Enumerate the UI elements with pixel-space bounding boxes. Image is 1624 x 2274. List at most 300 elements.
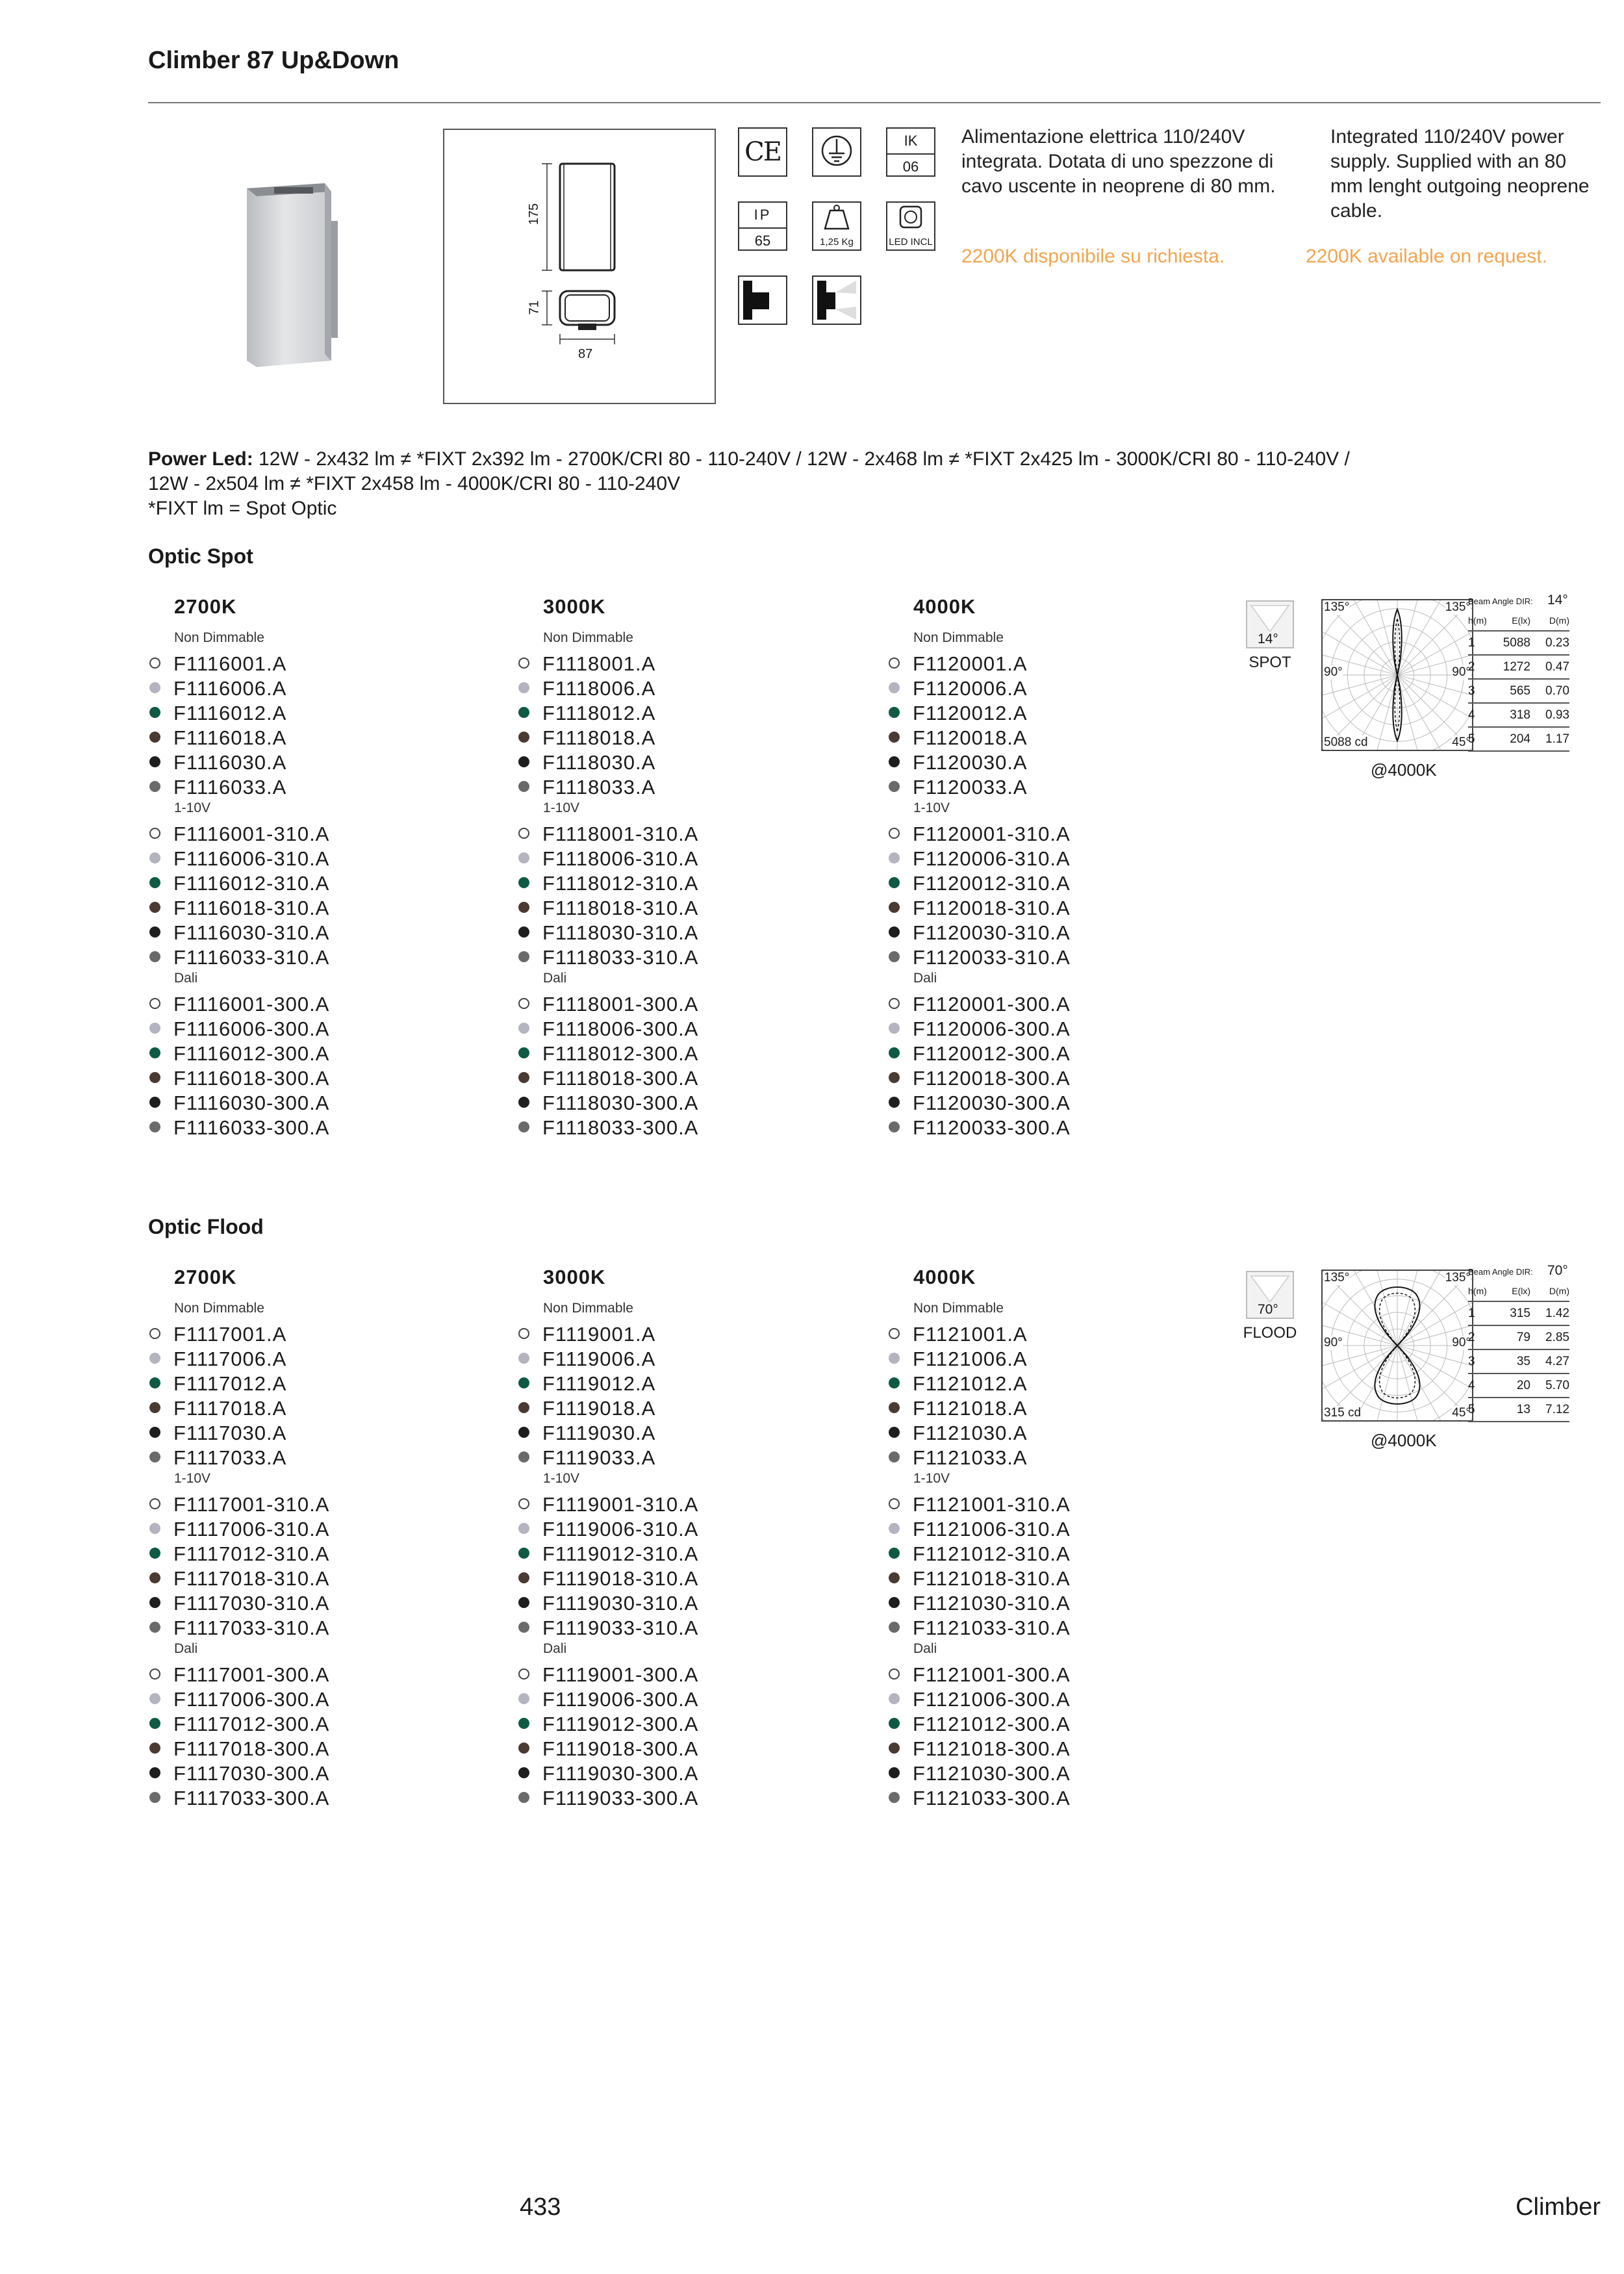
table-row — [1468, 679, 1569, 703]
finish-color-dot — [149, 1402, 160, 1413]
polar-angle-label: 45° — [1452, 735, 1471, 749]
finish-color-dot — [518, 682, 529, 693]
table-cell: 2 — [1468, 655, 1488, 679]
finish-color-dot — [889, 1548, 900, 1559]
dimming-group-label: Dali — [913, 971, 937, 986]
table-row — [1468, 1325, 1569, 1349]
finish-color-dot — [889, 1622, 900, 1633]
product-code-row — [518, 993, 698, 1016]
product-code-row — [518, 1518, 698, 1541]
finish-color-dot — [518, 1668, 529, 1680]
product-code-row — [889, 897, 1071, 920]
product-code-row — [149, 751, 286, 774]
description-english: Integrated 110/240V power supply. Supplied with an 80 mm lenght outgoing neoprene cable. — [1330, 126, 1590, 222]
polar-angle-label: 90° — [1324, 1336, 1343, 1349]
finish-color-dot — [149, 902, 160, 913]
product-code-row — [149, 993, 329, 1016]
finish-color-dot — [889, 902, 900, 913]
product-code-row — [518, 702, 655, 725]
product-code: F1116001-300.A — [173, 993, 330, 1016]
product-code: F1118012.A — [542, 702, 656, 724]
finish-color-dot — [518, 951, 529, 962]
product-code-row — [518, 897, 698, 920]
finish-color-dot — [149, 1328, 160, 1339]
finish-color-dot — [889, 1328, 900, 1339]
table-row — [1468, 655, 1569, 679]
finish-color-dot — [518, 1792, 529, 1803]
description-italian: Alimentazione elettrica 110/240V integrata. Dotata di uno spezzone di cavo uscente in neoprene di 80 mm. — [961, 126, 1276, 197]
product-code-row — [149, 1042, 329, 1066]
product-code: F1119012-310.A — [542, 1542, 699, 1565]
table-cell: 0.47 — [1530, 655, 1569, 679]
product-code: F1117018-300.A — [173, 1737, 330, 1760]
product-code: F1116030-300.A — [173, 1092, 330, 1114]
finish-color-dot — [889, 1047, 900, 1058]
product-code: F1120001-310.A — [913, 823, 1071, 845]
product-code-row — [889, 847, 1071, 871]
product-code: F1120033.A — [913, 776, 1028, 798]
finish-color-dot — [149, 1072, 160, 1083]
optic-type: SPOT — [1249, 654, 1291, 671]
product-code: F1118033-310.A — [542, 946, 699, 969]
product-code: F1121018-300.A — [913, 1737, 1071, 1760]
product-code-row — [518, 726, 655, 750]
table-header-cell: D(m) — [1530, 1281, 1569, 1301]
product-code: F1121030-300.A — [913, 1762, 1071, 1785]
product-code-row — [149, 1372, 286, 1396]
finish-color-dot — [889, 1792, 900, 1803]
table-cell: 1.17 — [1530, 727, 1569, 751]
finish-color-dot — [149, 1548, 160, 1559]
table-header-cell: h(m) — [1468, 1281, 1488, 1301]
product-code: F1121033-310.A — [913, 1616, 1071, 1639]
finish-color-dot — [149, 1451, 160, 1463]
weight-icon: 1,25 Kg — [812, 201, 861, 251]
finish-color-dot — [889, 1668, 900, 1680]
dimming-group-label: Dali — [174, 971, 198, 986]
product-code-row — [889, 921, 1071, 945]
finish-color-dot — [149, 1668, 160, 1680]
finish-color-dot — [149, 1572, 160, 1583]
product-code: F1118018-310.A — [542, 897, 699, 919]
ce-mark-icon: CE — [738, 127, 787, 177]
product-code-row — [518, 1067, 698, 1090]
product-code-row — [518, 1446, 655, 1470]
dimension-drawing — [443, 129, 716, 404]
power-line-1: 12W - 2x432 lm ≠ *FIXT 2x392 lm - 2700K/CRI 80 - 110-240V / 12W - 2x468 lm ≠ *FIXT 2x425 lm - 3000K/CRI 80 - 110-240V / — [253, 448, 1350, 470]
section-title: Optic Flood — [148, 1215, 264, 1238]
dimming-group-label: 1-10V — [543, 800, 580, 815]
table-cell: 3 — [1468, 679, 1488, 703]
dimming-group-label: Non Dimmable — [174, 630, 264, 645]
finish-color-dot — [518, 1402, 529, 1413]
product-code: F1116030.A — [173, 751, 287, 774]
power-led-specs — [148, 447, 1603, 521]
product-code: F1118001.A — [542, 652, 656, 675]
product-code-row — [889, 1592, 1071, 1615]
product-code: F1118018.A — [542, 726, 656, 749]
product-code-row — [149, 847, 329, 871]
table-cell: 0.23 — [1530, 631, 1569, 655]
product-code-row — [518, 1493, 698, 1516]
finish-color-dot — [889, 1353, 900, 1364]
product-code: F1117033-310.A — [173, 1616, 330, 1639]
dimension-height-top: 71 — [527, 300, 542, 315]
product-code: F1120006-300.A — [913, 1017, 1071, 1040]
table-cell: 1.42 — [1530, 1301, 1569, 1325]
finish-color-dot — [889, 1767, 900, 1778]
product-code: F1121033-300.A — [913, 1787, 1071, 1809]
finish-color-dot — [518, 1572, 529, 1583]
product-code-row — [889, 702, 1028, 725]
product-code-row — [889, 1017, 1071, 1041]
product-code-row — [149, 823, 329, 846]
color-temp-heading: 4000K — [913, 595, 976, 618]
polar-angle-label: 135° — [1445, 1271, 1471, 1284]
product-code-row — [518, 677, 655, 700]
product-code: F1117030-310.A — [173, 1592, 330, 1615]
beam-angle-value: 14° — [1547, 593, 1568, 607]
product-code-row — [149, 1787, 329, 1810]
table-cell: 315 — [1488, 1301, 1530, 1325]
finish-color-dot — [889, 1451, 900, 1463]
finish-color-dot — [889, 877, 900, 888]
optic-angle: 14° — [1258, 632, 1278, 646]
finish-color-dot — [518, 1451, 529, 1463]
product-code-row — [149, 776, 286, 799]
table-row — [1468, 1349, 1569, 1373]
product-code: F1117006-300.A — [173, 1688, 330, 1711]
finish-color-dot — [889, 658, 900, 669]
product-code-row — [518, 1372, 655, 1396]
polar-angle-label: 135° — [1445, 600, 1471, 614]
finish-color-dot — [518, 998, 529, 1009]
finish-color-dot — [518, 1427, 529, 1438]
product-code-row — [149, 1567, 329, 1591]
beam-angle-label: Beam Angle DIR: — [1468, 596, 1533, 606]
product-code-row — [889, 1067, 1071, 1090]
product-code-row — [889, 776, 1028, 799]
finish-color-dot — [518, 1097, 529, 1108]
product-code: F1117018-310.A — [173, 1567, 330, 1590]
product-code: F1118033.A — [542, 776, 656, 798]
product-code-row — [518, 652, 655, 676]
led-included-icon: LED INCL — [886, 201, 935, 251]
product-code-row — [889, 1787, 1071, 1810]
product-code: F1121030-310.A — [913, 1592, 1071, 1615]
finish-color-dot — [518, 1548, 529, 1559]
finish-color-dot — [889, 707, 900, 718]
table-header-cell: E(lx) — [1488, 1281, 1530, 1301]
product-code: F1116030-310.A — [173, 921, 330, 944]
table-cell: 79 — [1488, 1325, 1530, 1349]
table-cell: 0.70 — [1530, 679, 1569, 703]
product-code: F1116001.A — [173, 652, 287, 675]
finish-color-dot — [518, 1353, 529, 1364]
finish-color-dot — [889, 1121, 900, 1132]
finish-color-dot — [889, 1402, 900, 1413]
product-code-row — [518, 1713, 698, 1736]
photometric-table — [1468, 611, 1569, 752]
table-cell: 5088 — [1488, 631, 1530, 655]
product-code-row — [518, 1348, 655, 1371]
product-code: F1117001-300.A — [173, 1663, 330, 1686]
product-code: F1119006-310.A — [542, 1518, 699, 1540]
dimming-group-label: Non Dimmable — [913, 630, 1004, 645]
product-code: F1118001-310.A — [542, 823, 699, 845]
product-code: F1119018-310.A — [542, 1567, 699, 1590]
product-code-row — [889, 1422, 1028, 1445]
product-code: F1120018.A — [913, 726, 1028, 749]
product-code: F1117012.A — [173, 1372, 287, 1395]
finish-color-dot — [518, 902, 529, 913]
finish-color-dot — [889, 1023, 900, 1034]
product-code-row — [149, 726, 286, 750]
product-code-row — [149, 1663, 329, 1687]
product-code-row — [889, 1688, 1071, 1711]
product-code: F1118006-300.A — [542, 1017, 699, 1040]
finish-color-dot — [518, 1743, 529, 1754]
product-code: F1120018-310.A — [913, 897, 1071, 919]
finish-color-dot — [149, 658, 160, 669]
product-code-row — [149, 1688, 329, 1711]
product-code-row — [889, 1092, 1071, 1115]
product-code-row — [518, 1762, 698, 1785]
table-cell: 204 — [1488, 727, 1530, 751]
product-code: F1116001-310.A — [173, 823, 330, 845]
product-code: F1118012-300.A — [542, 1042, 699, 1065]
finish-color-dot — [518, 1377, 529, 1388]
product-code: F1118001-300.A — [542, 993, 699, 1016]
color-temp-heading: 2700K — [174, 1266, 237, 1288]
product-code-row — [149, 1397, 286, 1420]
finish-color-dot — [889, 951, 900, 962]
table-cell: 4.27 — [1530, 1349, 1569, 1373]
product-code-row — [518, 946, 698, 969]
finish-color-dot — [889, 828, 900, 839]
product-code-row — [889, 1372, 1028, 1396]
product-code: F1121006-300.A — [913, 1688, 1071, 1711]
product-code: F1117018.A — [173, 1397, 287, 1420]
product-code-row — [518, 872, 698, 895]
product-code: F1120030-300.A — [913, 1092, 1071, 1114]
product-code: F1119018-300.A — [542, 1737, 699, 1760]
product-code: F1116018-300.A — [173, 1067, 330, 1090]
beam-angle-value: 70° — [1547, 1263, 1568, 1278]
product-code-row — [889, 1042, 1071, 1066]
product-code-row — [889, 751, 1028, 774]
product-code: F1118030-310.A — [542, 921, 699, 944]
product-code-row — [518, 1116, 698, 1140]
dimming-group-label: Non Dimmable — [543, 630, 633, 645]
product-code-row — [889, 1323, 1028, 1346]
finish-color-dot — [518, 707, 529, 718]
finish-color-dot — [889, 1597, 900, 1608]
product-code: F1116033-310.A — [173, 946, 330, 969]
product-code-row — [149, 1067, 329, 1090]
finish-color-dot — [518, 1047, 529, 1058]
dimming-group-label: Dali — [174, 1641, 198, 1656]
product-code-row — [518, 1422, 655, 1445]
product-code-row — [149, 1518, 329, 1541]
product-code-row — [889, 1116, 1071, 1140]
product-code-row — [149, 1092, 329, 1115]
finish-color-dot — [889, 998, 900, 1009]
product-code: F1116006.A — [173, 677, 287, 700]
product-code-row — [149, 1592, 329, 1615]
ground-class-icon — [812, 127, 861, 177]
photometric-table-header — [1468, 611, 1569, 631]
product-code: F1117001-310.A — [173, 1493, 330, 1516]
finish-color-dot — [149, 1121, 160, 1132]
finish-color-dot — [149, 951, 160, 962]
finish-color-dot — [149, 1622, 160, 1633]
dimming-group-label: Dali — [913, 1641, 937, 1656]
finish-color-dot — [889, 1523, 900, 1534]
table-cell: 565 — [1488, 679, 1530, 703]
table-header-cell: h(m) — [1468, 611, 1488, 631]
product-code: F1119030-300.A — [542, 1762, 699, 1785]
product-code-row — [518, 1663, 698, 1687]
product-code: F1120006-310.A — [913, 847, 1071, 870]
finish-color-dot — [889, 852, 900, 863]
table-cell: 5 — [1468, 727, 1488, 751]
product-code-row — [889, 726, 1028, 750]
finish-color-dot — [518, 1597, 529, 1608]
product-code-row — [149, 1323, 286, 1346]
product-code: F1120001-300.A — [913, 993, 1071, 1016]
dimming-group-label: Dali — [543, 1641, 567, 1656]
product-code: F1116012.A — [173, 702, 287, 724]
product-code-row — [518, 1616, 698, 1640]
product-code: F1121001.A — [913, 1323, 1028, 1346]
product-code-row — [149, 1493, 329, 1516]
table-row — [1468, 631, 1569, 655]
finish-color-dot — [149, 926, 160, 938]
product-code-row — [149, 1422, 286, 1445]
product-code-row — [889, 823, 1071, 846]
product-code: F1118030.A — [542, 751, 656, 774]
photometric-table-header — [1468, 1281, 1569, 1301]
product-code-row — [889, 1348, 1028, 1371]
dimming-group-label: 1-10V — [913, 800, 950, 815]
polar-max-intensity: 5088 cd — [1324, 735, 1368, 749]
product-code-row — [149, 1542, 329, 1566]
product-code: F1117001.A — [173, 1323, 287, 1346]
product-photo — [234, 169, 357, 377]
finish-color-dot — [149, 1498, 160, 1509]
product-code-row — [889, 1713, 1071, 1736]
product-code: F1117033.A — [173, 1446, 287, 1469]
product-code: F1121001-300.A — [913, 1663, 1071, 1686]
table-cell: 4 — [1468, 703, 1488, 727]
finish-color-dot — [149, 756, 160, 767]
finish-color-dot — [149, 1097, 160, 1108]
temperature-reference: @4000K — [1371, 1431, 1437, 1450]
product-code-row — [518, 1017, 698, 1041]
product-code-row — [518, 847, 698, 871]
product-code-row — [889, 872, 1071, 895]
product-code: F1118006.A — [542, 677, 656, 700]
product-code-row — [889, 1663, 1071, 1687]
finish-color-dot — [518, 877, 529, 888]
product-code: F1116012-310.A — [173, 872, 330, 895]
color-temp-heading: 3000K — [543, 595, 606, 618]
product-code: F1120030.A — [913, 751, 1028, 774]
table-cell: 3 — [1468, 1349, 1488, 1373]
finish-color-dot — [149, 781, 160, 792]
product-code: F1117012-300.A — [173, 1713, 330, 1735]
product-code: F1116006-300.A — [173, 1017, 330, 1040]
finish-color-dot — [149, 1353, 160, 1364]
beam-angle-label: Beam Angle DIR: — [1468, 1267, 1533, 1277]
header-divider — [148, 102, 1601, 103]
finish-color-dot — [149, 998, 160, 1009]
temperature-reference: @4000K — [1371, 760, 1437, 780]
color-temp-heading: 4000K — [913, 1266, 976, 1288]
note-english: 2200K available on request. — [1306, 246, 1547, 267]
table-cell: 13 — [1488, 1398, 1530, 1422]
finish-color-dot — [149, 1377, 160, 1388]
finish-color-dot — [889, 682, 900, 693]
product-code-row — [149, 946, 329, 969]
finish-color-dot — [149, 852, 160, 863]
product-code: F1119001-300.A — [542, 1663, 699, 1686]
product-code-row — [518, 1737, 698, 1761]
product-code-row — [889, 946, 1071, 969]
product-code-row — [889, 1446, 1028, 1470]
product-code-row — [889, 993, 1071, 1016]
product-code-row — [518, 751, 655, 774]
product-code-row — [149, 1616, 329, 1640]
table-cell: 5.70 — [1530, 1373, 1569, 1398]
polar-max-intensity: 315 cd — [1324, 1406, 1362, 1420]
finish-color-dot — [518, 1023, 529, 1034]
table-cell: 1 — [1468, 631, 1488, 655]
product-code: F1120030-310.A — [913, 921, 1071, 944]
product-code: F1116006-310.A — [173, 847, 330, 870]
product-code: F1119018.A — [542, 1397, 656, 1420]
dimming-group-label: Non Dimmable — [174, 1301, 264, 1316]
table-row — [1468, 1373, 1569, 1398]
dimming-group-label: 1-10V — [913, 1471, 950, 1486]
product-code: F1121001-310.A — [913, 1493, 1071, 1516]
product-code-row — [889, 1567, 1071, 1591]
wall-mount-icon — [738, 275, 787, 325]
color-temp-heading: 2700K — [174, 595, 237, 618]
product-code: F1119012.A — [542, 1372, 656, 1395]
up-down-light-icon — [812, 275, 861, 325]
finish-color-dot — [149, 1597, 160, 1608]
product-code-row — [889, 1397, 1028, 1420]
product-code: F1117006-310.A — [173, 1518, 330, 1540]
finish-color-dot — [149, 1792, 160, 1803]
finish-color-dot — [889, 1097, 900, 1108]
product-code: F1117030.A — [173, 1422, 287, 1444]
product-code: F1120018-300.A — [913, 1067, 1071, 1090]
table-cell: 2.85 — [1530, 1325, 1569, 1349]
product-code-row — [149, 1713, 329, 1736]
finish-color-dot — [149, 1427, 160, 1438]
finish-color-dot — [889, 1377, 900, 1388]
product-code: F1118033-300.A — [542, 1116, 699, 1139]
product-code: F1116033-300.A — [173, 1116, 330, 1139]
finish-color-dot — [518, 781, 529, 792]
product-code: F1118012-310.A — [542, 872, 699, 895]
product-code: F1119012-300.A — [542, 1713, 699, 1735]
finish-color-dot — [149, 1718, 160, 1729]
finish-color-dot — [518, 756, 529, 767]
